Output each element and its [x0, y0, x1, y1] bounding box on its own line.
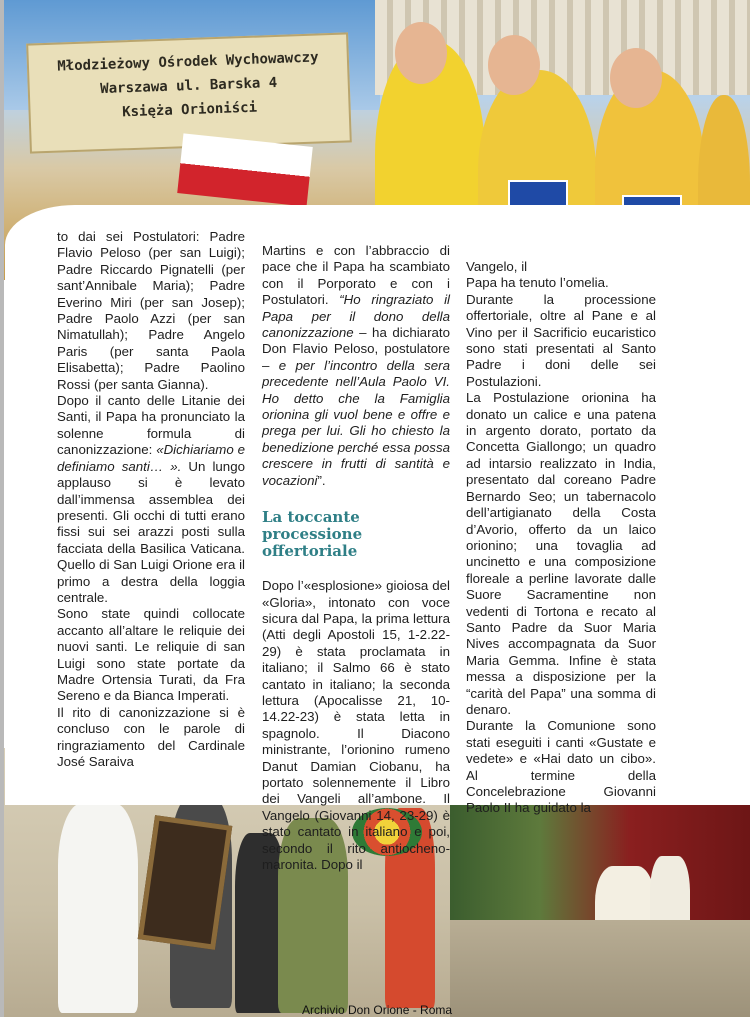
- pilgrim-face: [488, 35, 540, 95]
- banner-line-1: Młodzieżowy Ośrodek Wychowawczy: [57, 49, 319, 75]
- priest-figure: [58, 803, 138, 1013]
- pilgrim-face: [395, 22, 447, 84]
- quote: e per l’incontro della sera precedente nell’Aula Paolo VI. Ho detto che la Famiglia orionina gli vuol bene e offre e prega per lui. Gli ho chiesto la benedizione perché essa possa crescere in frutti di santità e vocazioni: [262, 357, 450, 488]
- paragraph: La Postulazione orionina ha donato un calice e una patena in argento dorato, portato da Concetta Giallongo; un quadro ad intarsio realizzato in India, presentato dal coreano Padre Bernardo Seo; un tabernacolo dell’artigianato della Costa d’Avorio, offerto da un laico orionino; una tovaglia ad uncinetto e una composizione floreale a perline lavorate dalle Suore Sacramentine non vedenti di Tortona e recato al Santo Padre da Suor Maria Nives accompagnata da Suor Maria Gemma. Infine è stata messa a disposizione per la “carità del Papa” una somma di denaro.: [466, 390, 656, 717]
- paragraph: Il rito di canonizzazione si è concluso con le parole di ringraziamento del Cardinale José Saraiva: [57, 704, 245, 769]
- banner-line-2: Warszawa ul. Barska 4: [100, 74, 278, 98]
- paragraph: to dai sei Postulatori: Padre Flavio Peloso (per san Luigi); Padre Riccardo Pignatelli (per sant’Annibale Maria); Padre Everino Miri (per san Josep); Padre Paolo Azzi (per san Nimatullah); Padre Angelo Paris (per santa Paola Elisabetta); Padre Paolino Rossi (per santa Gianna).: [57, 229, 245, 392]
- paragraph: Durante la Comunione sono stati eseguiti i canti «Gustate e vedete» e «Hai dato un cibo». Al termine della Concelebrazione Giovanni Paolo II ha guidato la: [466, 718, 656, 816]
- altar-steps: [450, 920, 750, 1017]
- paragraph: Sono state quindi collocate accanto all’altare le reliquie dei nuovi santi. Le reliquie di san Luigi sono state portate da Madre Ortensia Turati, da Fra Sereno e da Bianca Imperati.: [57, 606, 245, 704]
- paragraph-text: Martins e con l’abbraccio di pace che il Papa ha scambiato con il Porporato e con i Postulatori.: [262, 243, 450, 308]
- paragraph: Durante la processione offertoriale, oltre al Pane e al Vino per il Sacrificio eucaristico sono stati presentati al Santo Padre i doni delle sei Postulazioni.: [466, 291, 656, 389]
- banner-line-3: Księża Orioniści: [121, 99, 258, 121]
- canonization-formula: «Dichiariamo e definiamo santi… ».: [57, 442, 245, 474]
- paragraph: Vangelo, il: [466, 259, 528, 274]
- page-edge: [0, 0, 4, 1017]
- polish-flag: [177, 133, 313, 206]
- archive-caption: Archivio Don Orione - Roma: [302, 1003, 453, 1017]
- paragraph-text: – ha dichiarato Don Flavio Peloso, postulatore –: [262, 325, 450, 373]
- paragraph-text: Dopo il canto delle Litanie dei Santi, il Papa ha pronunciato la solenne formula di canonizzazione:: [57, 393, 245, 458]
- article-column-1: [57, 229, 245, 770]
- section-heading: La toccante processione offertoriale: [262, 508, 363, 561]
- paragraph: Papa ha tenuto l’omelia.: [466, 275, 609, 291]
- article-column-3: [466, 259, 656, 817]
- paragraph: [262, 243, 450, 489]
- paragraph: [57, 393, 245, 606]
- paragraph-text: Un lungo applauso si è levato dall’immensa assemblea dei presenti. Gli occhi di tutti erano fissi sui sei arazzi posti sulla facciata della Basilica Vaticana. Quello di San Luigi Orione era il primo a destra della loggia centrale.: [57, 458, 245, 605]
- quote: “Ho ringraziato il Papa per il dono della canonizzazione: [262, 292, 450, 341]
- article-column-2: [262, 243, 450, 873]
- paragraph: Dopo l’«esplosione» gioiosa del «Gloria», intonato con voce sicura dal Papa, la prima lettura (Atti degli Apostoli 15, 1-2.22-29) è stata proclamata in italiano; il Salmo 66 è stato cantato in italiano; la seconda lettura (Apocalisse 21, 10-14.22-23) è stata letta in spagnolo. Il Diacono ministrante, l’orionino rumeno Danut Damian Ciobanu, ha portato solennemente il Libro dei Vangeli all’ambone. Il Vangelo (Giovanni 14, 23-29) è stato cantato in italiano e poi, secondo il rito antiocheno-maronita. Dopo il: [262, 578, 450, 872]
- paragraph-text: ”.: [317, 472, 326, 488]
- pilgrim-face: [610, 48, 662, 108]
